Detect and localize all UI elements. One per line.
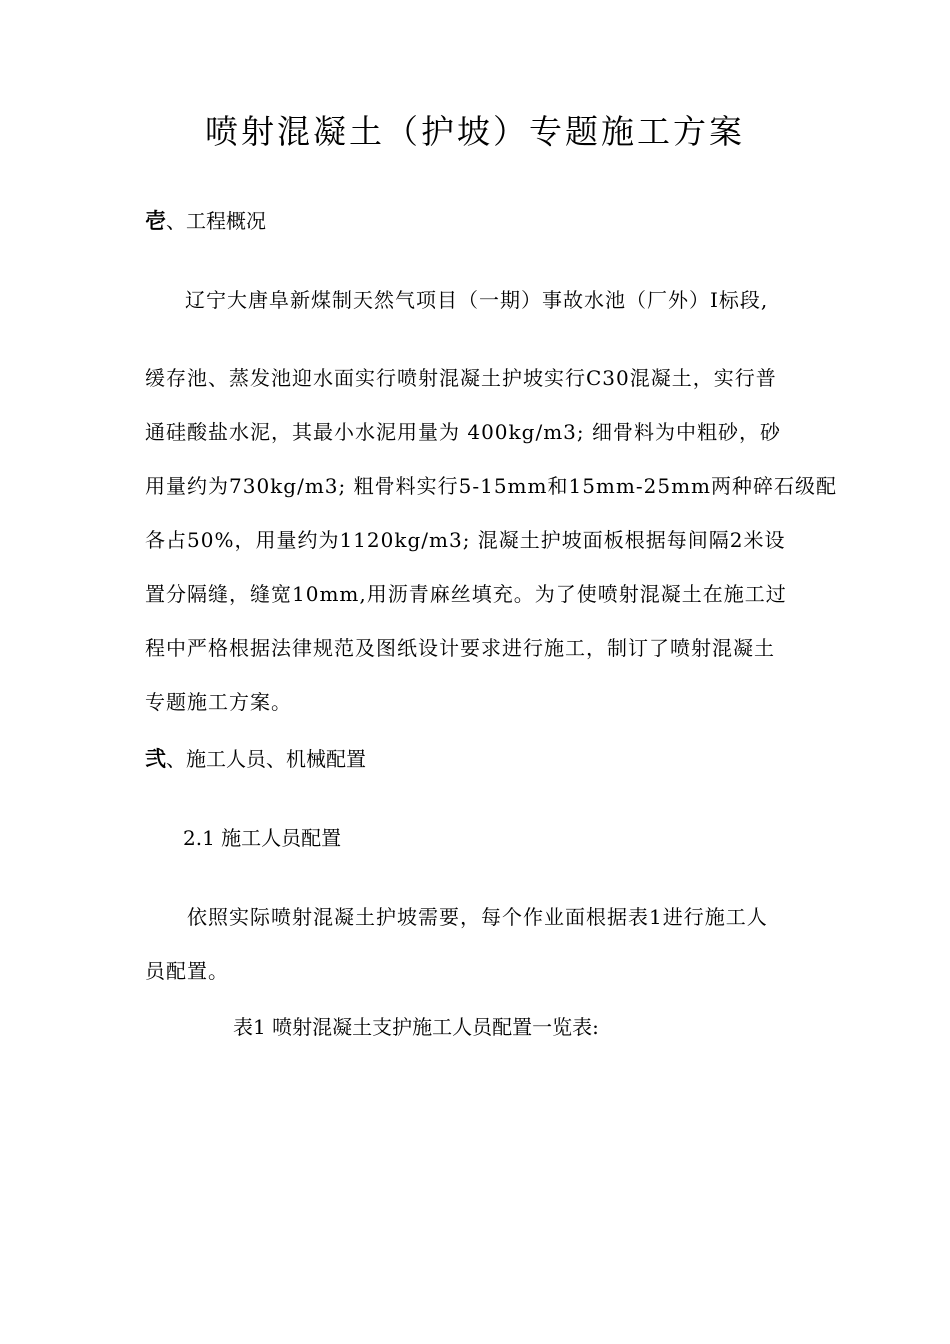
subsection-2-1-heading: 2.1 施工人员配置 — [183, 826, 342, 850]
document-title: 喷射混凝土（护坡）专题施工方案 — [205, 112, 745, 151]
section-2-heading — [145, 745, 366, 773]
table-1-caption: 表1 喷射混凝土支护施工人员配置一览表: — [233, 1015, 599, 1039]
section-1-heading — [145, 207, 266, 235]
subsection-2-1-paragraph-line: 依照实际喷射混凝土护坡需要，每个作业面根据表1进行施工人 — [187, 905, 768, 929]
section-1-paragraph-line: 专题施工方案。 — [145, 690, 292, 714]
section-1-paragraph-line: 缓存池、蒸发池迎水面实行喷射混凝土护坡实行C30混凝土，实行普 — [145, 366, 777, 390]
section-2-heading-text: 、施工人员、机械配置 — [166, 747, 366, 771]
subsection-2-1-paragraph-line: 员配置。 — [145, 959, 229, 983]
section-1-paragraph-line: 通硅酸盐水泥，其最小水泥用量为 400kg/m3; 细骨料为中粗砂，砂 — [145, 420, 781, 444]
section-1-paragraph-line: 用量约为730kg/m3; 粗骨料实行5-15mm和15mm-25mm两种碎石级配 — [145, 474, 837, 498]
section-1-number: 壱 — [145, 209, 166, 233]
section-1-heading-text: 、工程概况 — [166, 209, 266, 233]
section-1-paragraph-line: 程中严格根据法律规范及图纸设计要求进行施工，制订了喷射混凝土 — [145, 636, 775, 660]
section-1-paragraph-line: 各占50%，用量约为1120kg/m3; 混凝土护坡面板根据每间隔2米设 — [145, 528, 786, 552]
section-1-paragraph-line: 辽宁大唐阜新煤制天然气项目（一期）事故水池（厂外）Ⅰ标段, — [185, 288, 769, 312]
section-2-number: 弐 — [145, 747, 166, 771]
section-1-paragraph-line: 置分隔缝，缝宽10mm,用沥青麻丝填充。为了使喷射混凝土在施工过 — [145, 582, 787, 606]
